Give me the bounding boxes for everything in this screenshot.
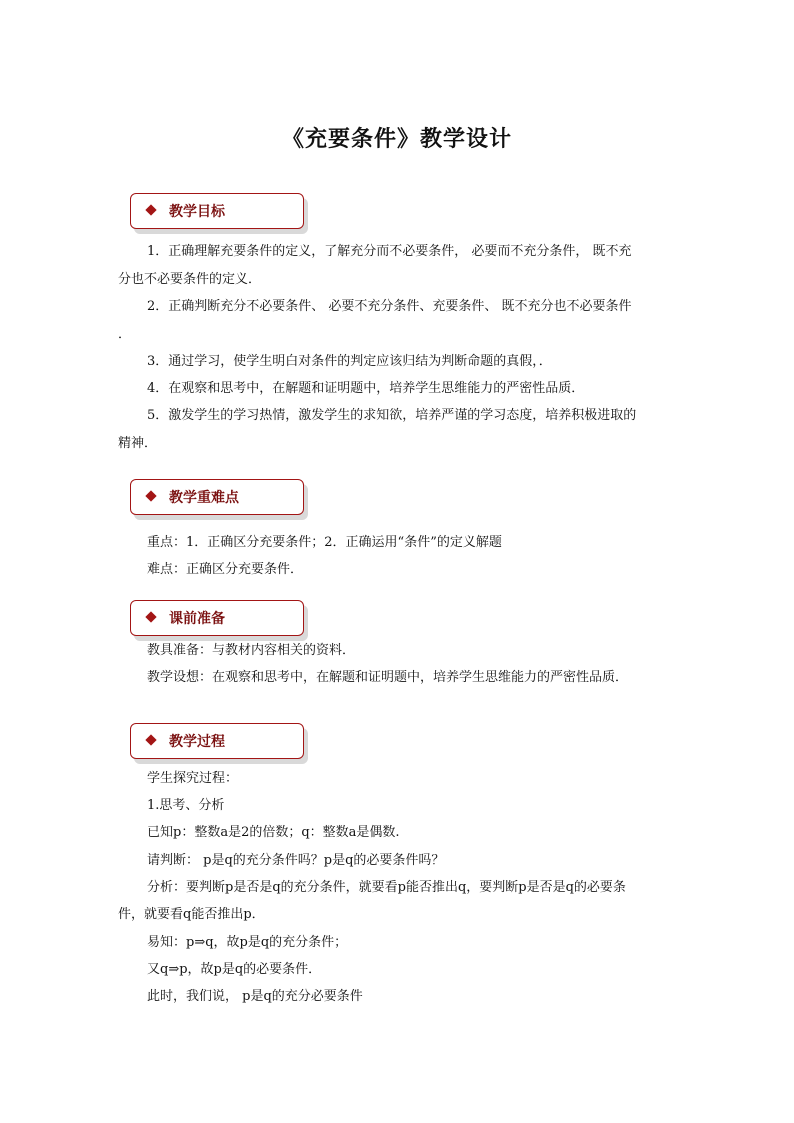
objective-line: 2．正确判断充分不必要条件、 必要不充分条件、充要条件、 既不充分也不必要条件	[147, 299, 632, 314]
process-line: 已知p：整数a是2的倍数；q：整数a是偶数.	[147, 825, 400, 840]
document-title: 《充要条件》教学设计	[281, 127, 512, 152]
objective-line: 精神．	[118, 436, 158, 451]
process-line: 1.思考、分析	[147, 798, 225, 813]
diamond-icon	[145, 734, 156, 745]
process-line: 又q⇒p，故p是q的必要条件．	[147, 962, 322, 977]
diamond-icon	[145, 204, 156, 215]
process-line: 学生探究过程：	[147, 771, 239, 786]
section-header-preparation	[130, 600, 304, 636]
section-header-objectives	[130, 193, 304, 229]
section-heading: 教学过程	[169, 734, 225, 750]
process-line: 请判断： p是q的充分条件吗？p是q的必要条件吗？	[147, 853, 445, 868]
process-line: 此时，我们说， p是q的充分必要条件	[147, 989, 363, 1004]
preparation-line: 教具准备：与教材内容相关的资料．	[147, 643, 356, 658]
diamond-icon	[145, 611, 156, 622]
process-line: 件，就要看q能否推出p．	[118, 907, 265, 922]
objective-line: 4．在观察和思考中，在解题和证明题中，培养学生思维能力的严密性品质．	[147, 381, 585, 396]
diamond-icon	[145, 490, 156, 501]
section-heading: 教学目标	[169, 204, 225, 220]
section-heading: 教学重难点	[169, 490, 239, 506]
key-point-line: 重点：1．正确区分充要条件；2．正确运用“条件”的定义解题	[147, 535, 502, 550]
preparation-line: 教学设想：在观察和思考中，在解题和证明题中，培养学生思维能力的严密性品质．	[147, 670, 629, 685]
section-header-process	[130, 723, 304, 759]
process-line: 易知：p⇒q，故p是q的充分条件；	[147, 935, 348, 950]
key-point-line: 难点：正确区分充要条件．	[147, 562, 304, 577]
objective-line: 5．激发学生的学习热情，激发学生的求知欲，培养严谨的学习态度，培养积极进取的	[147, 408, 637, 423]
objective-line: 分也不必要条件的定义．	[118, 272, 262, 287]
objective-line: ．	[118, 327, 132, 342]
section-heading: 课前准备	[169, 611, 225, 627]
section-header-key-points	[130, 479, 304, 515]
process-line: 分析：要判断p是否是q的充分条件，就要看p能否推出q，要判断p是否是q的必要条	[147, 880, 626, 895]
objective-line: 3．通过学习，使学生明白对条件的判定应该归结为判断命题的真假，．	[147, 354, 552, 369]
objective-line: 1．正确理解充要条件的定义，了解充分而不必要条件， 必要而不充分条件， 既不充	[147, 244, 632, 259]
